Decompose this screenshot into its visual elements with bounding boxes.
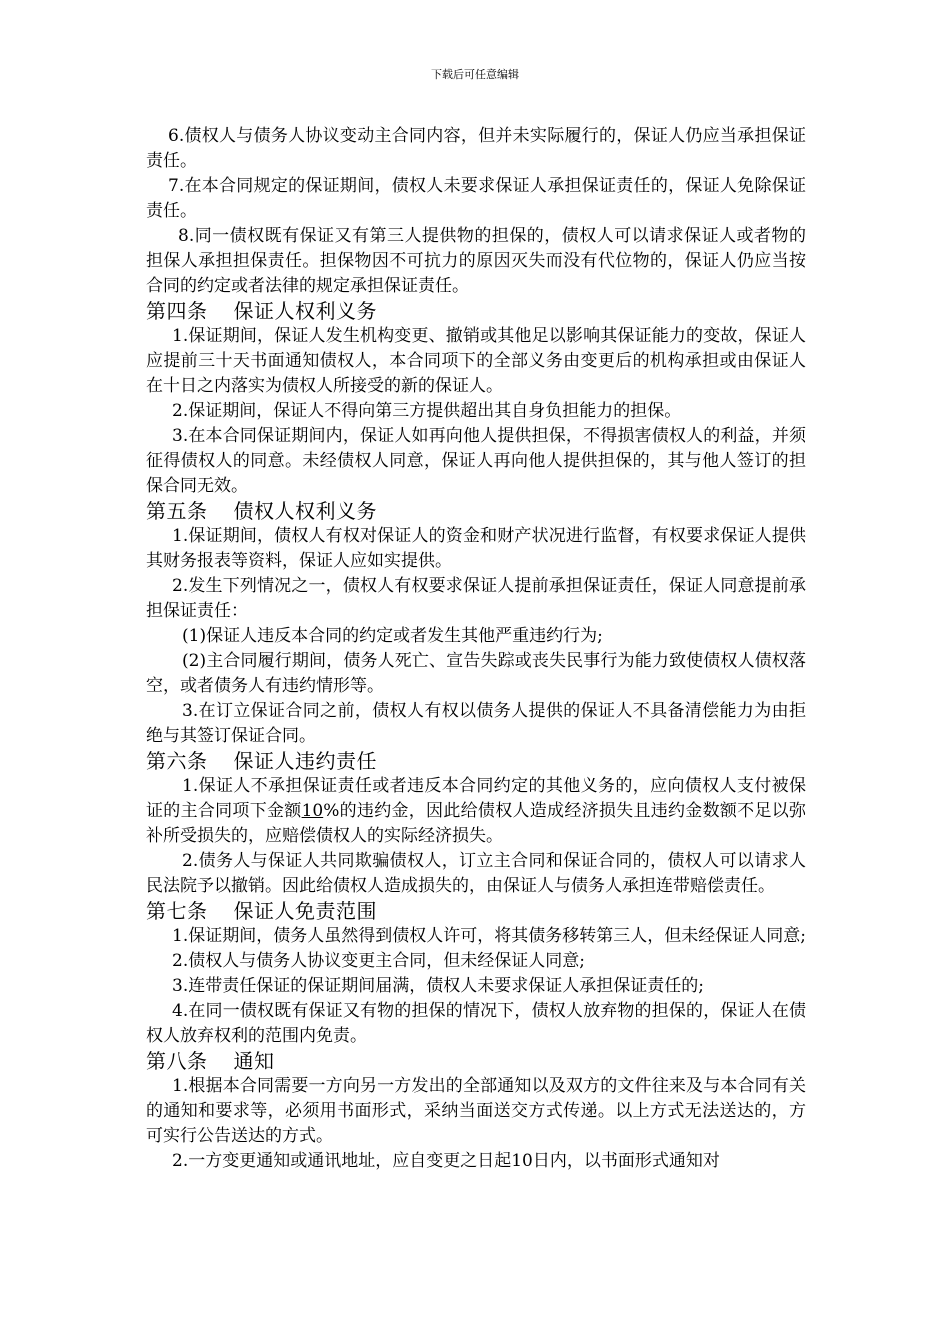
clause-paragraph: 3.在本合同保证期间内，保证人如再向他人提供担保，不得损害债权人的利益，并须征得债权人的同意。未经债权人同意，保证人再向他人提供担保的，其与他人签订的担保合同无效。 [146,426,806,496]
article-number: 第八条 [146,1049,208,1073]
article-title: 债权人权利义务 [233,499,377,523]
clause-paragraph: 4.在同一债权既有保证又有物的担保的情况下，债权人放弃物的担保的，保证人在债权人放弃权利的范围内免责。 [146,1001,806,1046]
clause-paragraph: 3.连带责任保证的保证期间届满，债权人未要求保证人承担保证责任的; [172,976,704,996]
clause-paragraph [146,774,806,849]
article-heading [146,299,806,324]
clause-paragraph: 2.一方变更通知或通讯地址，应自变更之日起10日内，以书面形式通知对 [172,1151,720,1171]
clause-paragraph: 6.债权人与债务人协议变动主合同内容，但并未实际履行的，保证人仍应当承担保证责任。 [146,126,806,171]
article-title: 保证人权利义务 [233,299,377,323]
page-header: 下载后可任意编辑 [431,68,519,81]
document-body [146,124,806,1174]
clause-paragraph: (2)主合同履行期间，债务人死亡、宣告失踪或丧失民事行为能力致使债权人债权落空，或者债务人有违约情形等。 [146,651,806,696]
clause-paragraph: 1.保证期间，债权人有权对保证人的资金和财产状况进行监督，有权要求保证人提供其财务报表等资料，保证人应如实提供。 [146,526,806,571]
clause-paragraph: 1.保证期间，保证人发生机构变更、撤销或其他足以影响其保证能力的变故，保证人应提前三十天书面通知债权人，本合同项下的全部义务由变更后的机构承担或由保证人在十日之内落实为债权人所接受的新的保证人。 [146,326,806,396]
article-number: 第四条 [146,299,208,323]
article-title: 通知 [233,1049,275,1073]
clause-text: 1.保证人不承担保证责任或者违反本合同约定的其他义务的，应向债权人支付被保证的主合同项下金额 [146,776,806,821]
clause-paragraph: 8.同一债权既有保证又有第三人提供物的担保的，债权人可以请求保证人或者物的担保人承担担保责任。担保物因不可抗力的原因灭失而没有代位物的，保证人仍应当按合同的约定或者法律的规定承担保证责任。 [146,226,806,296]
clause-paragraph: 2.发生下列情况之一，债权人有权要求保证人提前承担保证责任，保证人同意提前承担保证责任： [146,576,806,621]
clause-paragraph: 2.保证期间，保证人不得向第三方提供超出其自身负担能力的担保。 [172,401,682,421]
article-heading [146,749,806,774]
article-title: 保证人违约责任 [233,749,377,773]
article-title: 保证人免责范围 [233,899,377,923]
clause-text: %的违约金，因此给债权人造成经济损失且违约金数额不足以弥补所受损失的，应赔偿债权人的实际经济损失。 [146,801,807,846]
article-heading [146,1049,806,1074]
clause-paragraph: 3.在订立保证合同之前，债权人有权以债务人提供的保证人不具备清偿能力为由拒绝与其签订保证合同。 [146,701,806,746]
article-heading [146,899,806,924]
article-number: 第六条 [146,749,208,773]
clause-paragraph: 1.保证期间，债务人虽然得到债权人许可，将其债务移转第三人，但未经保证人同意; [172,926,806,946]
article-heading [146,499,806,524]
clause-paragraph: 1.根据本合同需要一方向另一方发出的全部通知以及双方的文件往来及与本合同有关的通知和要求等，必须用书面形式，采纳当面送交方式传递。以上方式无法送达的，方可实行公告送达的方式。 [146,1076,806,1146]
article-number: 第五条 [146,499,208,523]
clause-paragraph: 2.债权人与债务人协议变更主合同，但未经保证人同意; [172,951,585,971]
clause-paragraph: (1)保证人违反本合同的约定或者发生其他严重违约行为; [182,626,603,646]
clause-paragraph: 7.在本合同规定的保证期间，债权人未要求保证人承担保证责任的，保证人免除保证责任。 [146,176,806,221]
clause-paragraph: 2.债务人与保证人共同欺骗债权人，订立主合同和保证合同的，债权人可以请求人民法院予以撤销。因此给债权人造成损失的，由保证人与债务人承担连带赔偿责任。 [146,851,806,896]
penalty-rate: 10 [301,801,324,821]
article-number: 第七条 [146,899,208,923]
